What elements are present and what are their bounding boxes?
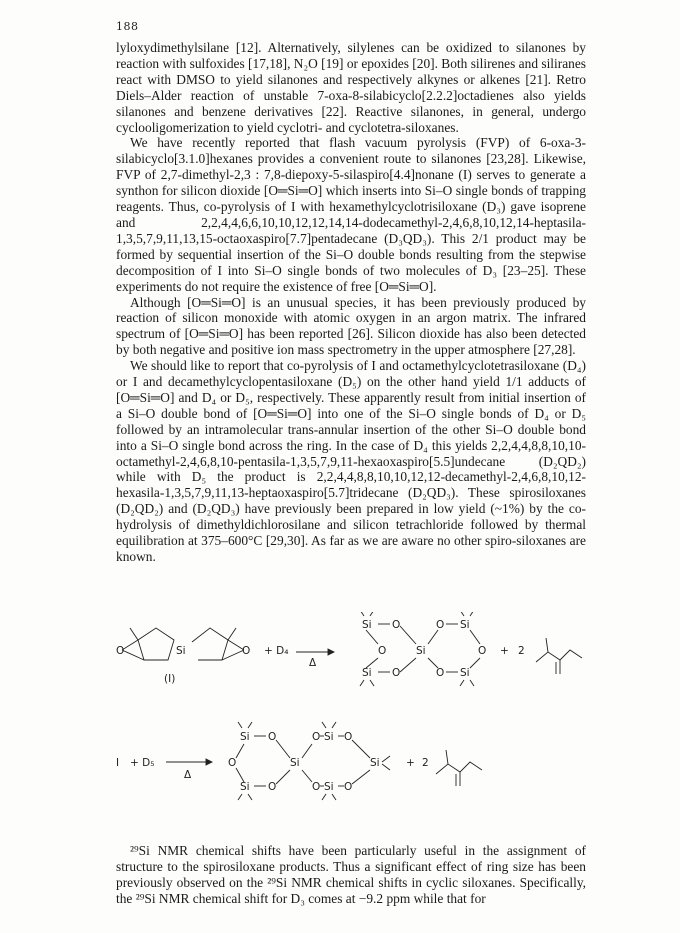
coefficient: 2	[518, 645, 525, 657]
oxygen-atom: O	[378, 645, 387, 657]
reagent-d5: + D₅	[130, 757, 155, 769]
paragraph: lyloxydimethylsilane [12]. Alternatively, silylenes can be oxidized to silanones by reaction with sulfoxides [17,18], N₂O [19] or epoxides [20]. Both silirenes and siliranes react with DMSO to yield silanones and respectively alkynes or alkenes [21]. Retro Diels–Alder reaction of unstable 7-oxa-8-silabicyclo[2.2.2]octadienes also yields silanones and benzene derivatives [22]. Reactive silanones, in general, undergo cyclooligomerization to yield cyclotri- and cyclotetra-siloxanes.	[116, 40, 586, 135]
silicon-atom: Si	[324, 731, 334, 743]
spiro-silicon: Si	[176, 645, 186, 657]
silicon-atom: Si	[324, 781, 334, 793]
reaction-scheme	[116, 612, 586, 822]
oxygen-atom: O	[392, 667, 401, 679]
paragraph: We have recently reported that flash vacuum pyrolysis (FVP) of 6-oxa-3-silabicyclo[3.1.0]hexanes provides a convenient route to silanones [23,28]. Likewise, FVP of 2,7-dimethyl-2,3 : 7,8-diepoxy-5-silaspiro[4.4]nonane (I) serves to generate a synthon for silicon dioxide [O═Si═O] which inserts into Si–O single bonds of trapping reagents. Thus, co-pyrolysis of I with hexamethylcyclotrisiloxane (D₃) gave isoprene and 2,2,4,4,6,6,10,10,12,12,14,14-dodecamethyl-2,4,6,8,10,12,14-heptasila-1,3,5,7,9,11,13,15-octaoxaspiro[7.7]pentadecane (D₃QD₃). This 2/1 product may be formed by sequential insertion of the Si–O double bonds resulting from the stepwise decomposition of I into Si–O single bonds of two molecules of D₃ [23–25]. These experiments do not require the existence of free [O═Si═O].	[116, 135, 586, 294]
silicon-atom: Si	[370, 757, 380, 769]
isoprene-structure	[436, 750, 482, 786]
oxygen-atom: O	[344, 781, 353, 793]
product-d2qd2-structure	[360, 612, 486, 686]
oxygen-atom: O	[312, 731, 321, 743]
silicon-atom: Si	[362, 619, 372, 631]
heat-symbol: Δ	[309, 657, 317, 669]
spiro-silicon: Si	[290, 757, 300, 769]
isoprene-structure	[536, 638, 582, 674]
plus-sign: +	[500, 645, 509, 657]
reagent-d4: + D₄	[264, 645, 289, 657]
heat-symbol: Δ	[184, 769, 192, 781]
spiro-silicon: Si	[416, 645, 426, 657]
silicon-atom: Si	[362, 667, 372, 679]
oxygen-atom: O	[392, 619, 401, 631]
oxygen-atom: O	[436, 667, 445, 679]
silicon-atom: Si	[240, 731, 250, 743]
silicon-atom: Si	[460, 619, 470, 631]
compound-I-structure	[116, 628, 250, 685]
coefficient: 2	[422, 757, 429, 769]
paragraph: Although [O═Si═O] is an unusual species, it has been previously produced by reaction of silicon monoxide with atomic oxygen in an argon matrix. The infrared spectrum of [O═Si═O] has been reported [26]. Silicon dioxide has also been detected by both negative and positive ion mass spectrometry in the upper atmosphere [27,28].	[116, 294, 586, 358]
body-text-upper	[116, 40, 586, 565]
paragraph: We should like to report that co-pyrolysis of I and octamethylcyclotetrasiloxane (D₄) or I and decamethylcyclopentasiloxane (D₅) on the other hand yield 1/1 adducts of [O═Si═O] and D₄ or D₅, respectively. These apparently result from initial insertion of a Si–O double bond of [O═Si═O] into one of the Si–O single bonds of D₄ or D₅ followed by an intramolecular trans-annular insertion of the other Si–O double bond into a Si–O single bond across the ring. In the case of D₄ this yields 2,2,4,4,8,8,10,10-octamethyl-2,4,6,8,10-pentasila-1,3,5,7,9,11-hexaoxaspiro[5.5]undecane (D₂QD₂) while with D₅ the product is 2,2,4,4,8,8,10,10,12,12-decamethyl-2,4,6,8,10,12-hexasila-1,3,5,7,9,11,13-heptaoxaspiro[5.7]tridecane (D₂QD₃). These spirosiloxanes (D₂QD₂) and (D₂QD₃) have previously been prepared in low yield (~1%) by the co-hydrolysis of dimethyldichlorosilane and silicon tetrachloride followed by thermal equilibration at 375–600°C [29,30]. As far as we are aware no other spiro-siloxanes are known.	[116, 358, 586, 564]
plus-sign: +	[406, 757, 415, 769]
reactant-label: I	[116, 757, 120, 769]
oxygen-atom: O	[344, 731, 353, 743]
oxygen-atom: O	[478, 645, 487, 657]
epoxide-oxygen-right: O	[242, 645, 251, 657]
epoxide-oxygen-left: O	[116, 645, 125, 657]
oxygen-atom: O	[436, 619, 445, 631]
paragraph: ²⁹Si NMR chemical shifts have been particularly useful in the assignment of structure to the spirosiloxane products. Thus a significant effect of ring size has been previously observed on the ²⁹Si NMR chemical shifts in cyclic siloxanes. Specifically, the ²⁹Si NMR chemical shift for D₃ comes at −9.2 ppm while that for	[116, 843, 586, 906]
body-text-lower	[116, 843, 586, 907]
reaction-scheme-drawing	[116, 612, 586, 822]
silicon-atom: Si	[460, 667, 470, 679]
product-d2qd3-structure	[228, 722, 390, 800]
compound-label: (I)	[164, 673, 176, 685]
oxygen-atom: O	[228, 757, 237, 769]
oxygen-atom: O	[312, 781, 321, 793]
oxygen-atom: O	[268, 781, 277, 793]
oxygen-atom: O	[268, 731, 277, 743]
page-number: 188	[116, 20, 139, 33]
silicon-atom: Si	[240, 781, 250, 793]
